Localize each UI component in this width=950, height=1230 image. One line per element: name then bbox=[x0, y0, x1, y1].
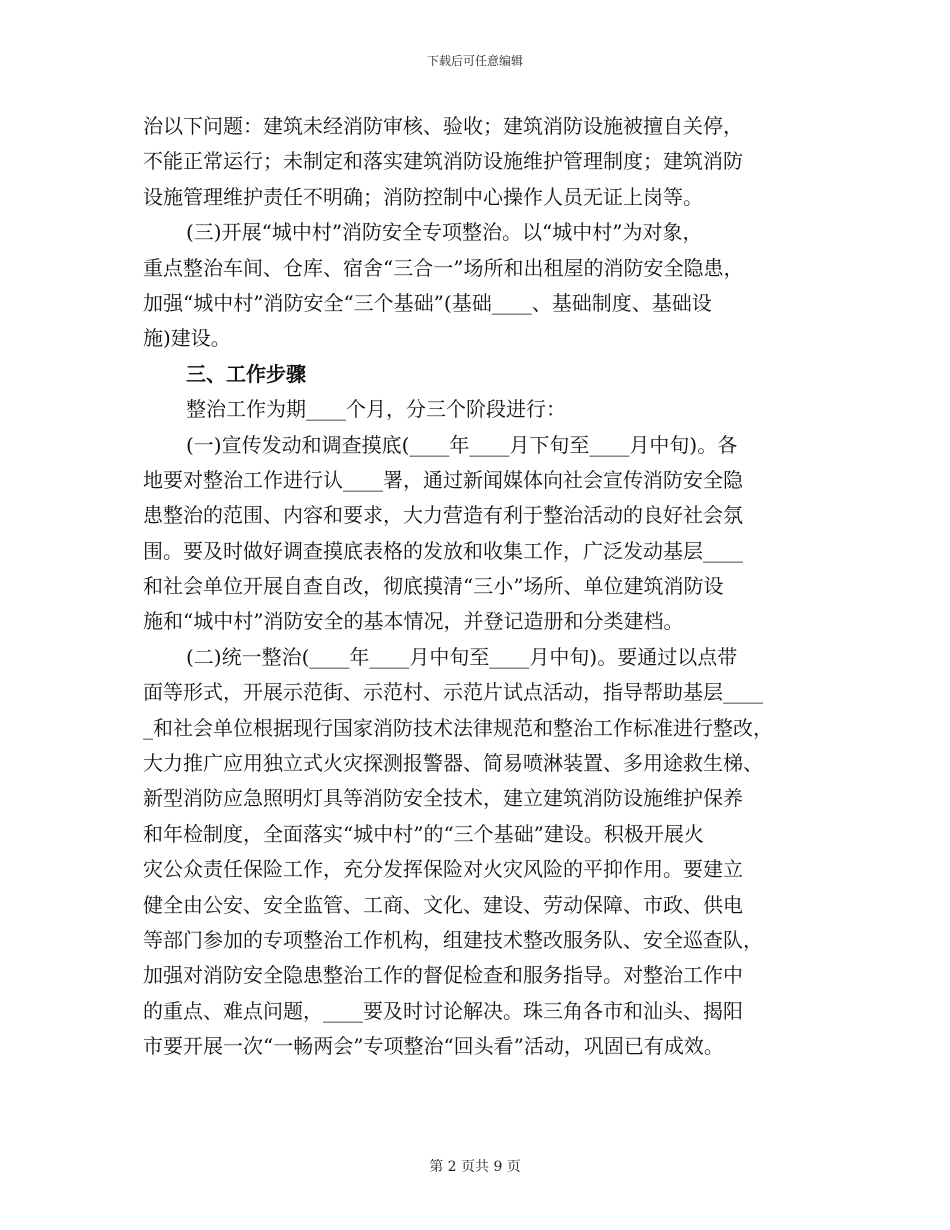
text-line: 不能正常运行；未制定和落实建筑消防设施维护管理制度；建筑消防 bbox=[143, 149, 743, 174]
text-line: 健全由公安、安全监管、工商、文化、建设、劳动保障、市政、供电 bbox=[143, 892, 743, 917]
page-header: 下载后可任意编辑 bbox=[426, 54, 523, 68]
text-line: 和年检制度，全面落实“城中村”的“三个基础”建设。积极开展火 bbox=[143, 821, 704, 846]
text-line: 患整治的范围、内容和要求，大力营造有利于整治活动的良好社会氛 bbox=[143, 503, 743, 528]
page-footer: 第 2 页共 9 页 bbox=[429, 1159, 521, 1175]
document-body bbox=[143, 109, 823, 1065]
text-line: (三)开展“城中村”消防安全专项整治。以“城中村”为对象， bbox=[186, 220, 703, 245]
text-line: 大力推广应用独立式火灾探测报警器、简易喷淋装置、多用途救生梯、 bbox=[143, 751, 763, 776]
text-line: 地要对整治工作进行认____署，通过新闻媒体向社会宣传消防安全隐 bbox=[143, 467, 743, 492]
text-line: 灾公众责任保险工作，充分发挥保险对火灾风险的平抑作用。要建立 bbox=[143, 857, 743, 882]
text-line: (一)宣传发动和调查摸底(____年____月下旬至____月中旬)。各 bbox=[186, 432, 738, 457]
text-line: 治以下问题：建筑未经消防审核、验收；建筑消防设施被擅自关停， bbox=[143, 114, 743, 138]
text-line: 市要开展一次“一畅两会”专项整治“回头看”活动，巩固已有成效。 bbox=[143, 1034, 724, 1059]
text-line: 加强“城中村”消防安全“三个基础”(基础____、基础制度、基础设 bbox=[143, 290, 712, 315]
text-line: 整治工作为期____个月，分三个阶段进行： bbox=[186, 397, 566, 422]
text-line: 的重点、难点问题，____要及时讨论解决。珠三角各市和汕头、揭阳 bbox=[143, 998, 743, 1023]
section-heading: 三、工作步骤 bbox=[186, 361, 306, 386]
text-line: 施)建设。 bbox=[143, 326, 231, 351]
text-line: (二)统一整治(____年____月中旬至____月中旬)。要通过以点带 bbox=[186, 644, 738, 669]
text-line: 围。要及时做好调查摸底表格的发放和收集工作，广泛发动基层____ bbox=[143, 538, 743, 563]
text-line: 施和“城中村”消防安全的基本情况，并登记造册和分类建档。 bbox=[143, 609, 684, 634]
text-line: 和社会单位开展自查自改，彻底摸清“三小”场所、单位建筑消防设 bbox=[143, 574, 724, 599]
text-line: 加强对消防安全隐患整治工作的督促检查和服务指导。对整治工作中 bbox=[143, 963, 743, 988]
text-line: 设施管理维护责任不明确；消防控制中心操作人员无证上岗等。 bbox=[143, 184, 703, 209]
text-line: 重点整治车间、仓库、宿舍“三合一”场所和出租屋的消防安全隐患， bbox=[143, 255, 744, 280]
text-line: _和社会单位根据现行国家消防技术法律规范和整治工作标准进行整改， bbox=[143, 715, 773, 740]
text-line: 面等形式，开展示范街、示范村、示范片试点活动，指导帮助基层____ bbox=[143, 680, 763, 705]
text-line: 等部门参加的专项整治工作机构，组建技术整改服务队、安全巡查队， bbox=[143, 927, 763, 952]
text-line: 新型消防应急照明灯具等消防安全技术，建立建筑消防设施维护保养 bbox=[143, 786, 743, 811]
